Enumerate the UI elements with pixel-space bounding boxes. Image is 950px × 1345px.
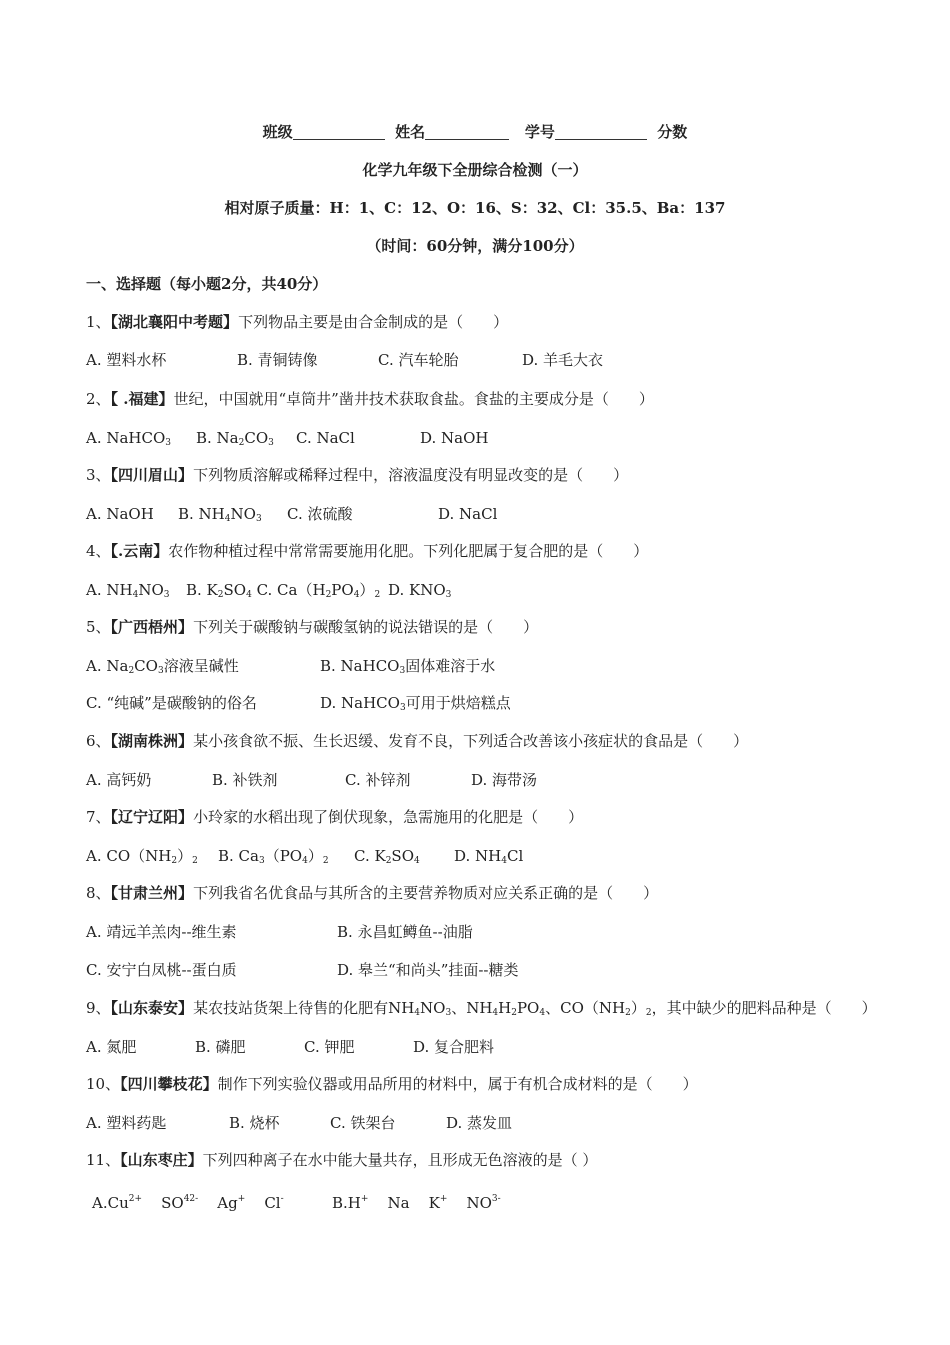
option-row (0, 428, 950, 448)
question-text: 下列我省名优食品与其所含的主要营养物质对应关系正确的是（ ） (193, 884, 659, 902)
question-text: 下列四种离子在水中能大量共存，且形成无色溶液的是（ ） (202, 1151, 598, 1169)
atomic-mass-line: 相对原子质量：H：1、C：12、O：16、S：32、Cl：35.5、Ba：137 (224, 199, 726, 217)
answer-option[interactable]: B. $NH_4NO_3$ (178, 505, 262, 524)
name-blank[interactable] (425, 123, 509, 140)
answer-option[interactable]: A. 高钙奶 (86, 771, 152, 789)
answer-option[interactable]: D. 蒸发皿 (446, 1114, 513, 1132)
question-source: 【.云南】 (110, 542, 169, 560)
question-text: 下列关于碳酸钠与碳酸氢钠的说法错误的是（ ） (193, 618, 539, 636)
answer-option[interactable]: C. 汽车轮胎 (378, 351, 459, 369)
option-row (0, 580, 950, 600)
question-11 (86, 1150, 597, 1170)
answer-option[interactable]: A. NaHCO$_3$ (86, 429, 172, 448)
answer-option[interactable]: D. NaCl (438, 505, 498, 523)
question-source: 【甘肃兰州】 (110, 884, 194, 902)
answer-option[interactable]: D. 皋兰“和尚头”挂面--糖类 (337, 961, 519, 979)
section-title: 一、选择题（每小题2分，共40分） (86, 275, 328, 293)
question-5 (86, 617, 538, 637)
answer-option[interactable]: $A.Cu^{2+}$ $SO^{42-}$ Ag+ Cl- (92, 1194, 284, 1212)
question-text: 下列物品主要是由合金制成的是（ ） (238, 313, 509, 331)
answer-option[interactable]: C. 铁架台 (330, 1114, 396, 1132)
student-info-line (0, 122, 950, 142)
question-text: 小玲家的水稻出现了倒伏现象，急需施用的化肥是（ ） (193, 808, 584, 826)
answer-option[interactable]: C. 安宁白凤桃--蛋白质 (86, 961, 237, 979)
answer-option[interactable]: A. $Na_2CO_3$溶液呈碱性 (86, 657, 239, 676)
question-source: 【湖南株洲】 (110, 732, 194, 750)
question-number: 4、 (86, 542, 111, 560)
time-info: （时间：60分钟，满分100分） (366, 237, 584, 255)
option-row (0, 693, 950, 713)
answer-option[interactable]: D. NaOH (420, 429, 489, 447)
question-text: 农作物种植过程中常常需要施用化肥。下列化肥属于复合肥的是（ ） (168, 542, 649, 560)
answer-option[interactable]: B. $Ca_3(PO_4)_2$ (218, 847, 329, 866)
answer-option[interactable]: B. $Na_2CO_3$ (196, 429, 274, 448)
question-text: 某小孩食欲不振、生长迟缓、发育不良，下列适合改善该小孩症状的食品是（ ） (193, 732, 749, 750)
answer-option[interactable]: C. “纯碱”是碳酸钠的俗名 (86, 694, 257, 712)
answer-option[interactable]: A. $NH_4NO_3$ (86, 581, 170, 600)
score-label: 分数 (657, 123, 688, 141)
question-number: 5、 (86, 618, 111, 636)
question-source: 【山东泰安】 (110, 999, 194, 1017)
option-row (0, 1189, 950, 1212)
question-1 (86, 312, 508, 332)
question-source: 【四川攀枝花】 (120, 1075, 218, 1093)
question-source: 【山东枣庄】 (120, 1151, 203, 1169)
option-row (0, 770, 950, 790)
answer-option[interactable]: A. NaOH (86, 505, 154, 523)
question-text: 制作下列实验仪器或用品所用的材料中，属于有机合成材料的是（ ） (217, 1075, 698, 1093)
answer-option[interactable]: D. $NH_4Cl$ (454, 847, 524, 866)
answer-option[interactable]: A. 塑料药匙 (86, 1114, 167, 1132)
answer-option[interactable]: B. 补铁剂 (212, 771, 278, 789)
question-4 (86, 541, 648, 561)
option-row (0, 960, 950, 980)
question-number: 2、 (86, 390, 111, 408)
question-source: 【广西梧州】 (110, 618, 194, 636)
question-8 (86, 883, 658, 903)
answer-option[interactable]: C. 补锌剂 (345, 771, 411, 789)
question-number: 9、 (86, 999, 111, 1017)
option-row (0, 1113, 950, 1133)
answer-option[interactable]: C. 浓硫酸 (287, 505, 353, 523)
answer-option[interactable]: A. 氮肥 (86, 1038, 137, 1056)
answer-option[interactable]: D. $KNO_3$ (388, 581, 452, 600)
answer-option[interactable]: D. 海带汤 (471, 771, 538, 789)
answer-option[interactable]: B. NaHCO$_3$固体难溶于水 (320, 657, 496, 676)
answer-option[interactable]: B.H+ Na K+ $NO^{3-}$ (332, 1194, 501, 1212)
question-10 (86, 1074, 698, 1094)
question-number: 6、 (86, 732, 111, 750)
question-number: 8、 (86, 884, 111, 902)
answer-option[interactable]: A. 靖远羊羔肉--维生素 (86, 923, 237, 941)
page-title: 化学九年级下全册综合检测（一） (362, 161, 588, 179)
class-label: 班级 (262, 123, 293, 141)
question-source: 【 .福建】 (110, 390, 174, 408)
question-number: 11、 (86, 1151, 121, 1169)
answer-option[interactable]: C. 钾肥 (304, 1038, 355, 1056)
question-6 (86, 731, 748, 751)
option-row (0, 846, 950, 866)
question-source: 【湖北襄阳中考题】 (110, 313, 239, 331)
question-2 (86, 389, 654, 409)
question-9 (86, 998, 877, 1023)
answer-option[interactable]: D. 羊毛大衣 (522, 351, 604, 369)
id-label: 学号 (524, 123, 555, 141)
question-3 (86, 465, 628, 485)
option-row (0, 350, 950, 370)
option-row (0, 922, 950, 942)
question-text: 某农技站货架上待售的化肥有$NH_4NO_3$、$NH_4H_2PO_4$、$CO(NH_2)_2$，其中缺少的肥料品种是（ ） (193, 999, 877, 1018)
answer-option[interactable]: A. 塑料水杯 (86, 351, 167, 369)
answer-option[interactable]: D. NaHCO$_3$可用于烘焙糕点 (320, 694, 511, 713)
option-row (0, 504, 950, 524)
answer-option[interactable]: C. NaCl (296, 429, 355, 447)
answer-option[interactable]: C. $K_2SO_4$ (354, 847, 420, 866)
class-blank[interactable] (293, 123, 385, 140)
option-row (0, 656, 950, 676)
question-text: 世纪，中国就用“卓筒井”凿井技术获取食盐。食盐的主要成分是（ ） (173, 390, 654, 408)
question-number: 7、 (86, 808, 111, 826)
answer-option[interactable]: D. 复合肥料 (413, 1038, 495, 1056)
answer-option[interactable]: B. 烧杯 (229, 1114, 280, 1132)
question-number: 3、 (86, 466, 111, 484)
question-text: 下列物质溶解或稀释过程中，溶液温度没有明显改变的是（ ） (193, 466, 629, 484)
answer-option[interactable]: B. 青铜铸像 (237, 351, 318, 369)
answer-option[interactable]: A. $CO(NH_2)_2$ (86, 847, 198, 866)
question-number: 1、 (86, 313, 111, 331)
name-label: 姓名 (395, 123, 426, 141)
question-source: 【辽宁辽阳】 (110, 808, 194, 826)
id-blank[interactable] (555, 123, 647, 140)
answer-option[interactable]: B. $K_2SO_4$ C. $Ca(H_2PO_4)_2$ (186, 581, 381, 600)
question-source: 【四川眉山】 (110, 466, 194, 484)
answer-option[interactable]: B. 磷肥 (195, 1038, 246, 1056)
option-row (0, 1037, 950, 1057)
question-number: 10、 (86, 1075, 121, 1093)
answer-option[interactable]: B. 永昌虹鳟鱼--油脂 (337, 923, 473, 941)
question-7 (86, 807, 583, 827)
